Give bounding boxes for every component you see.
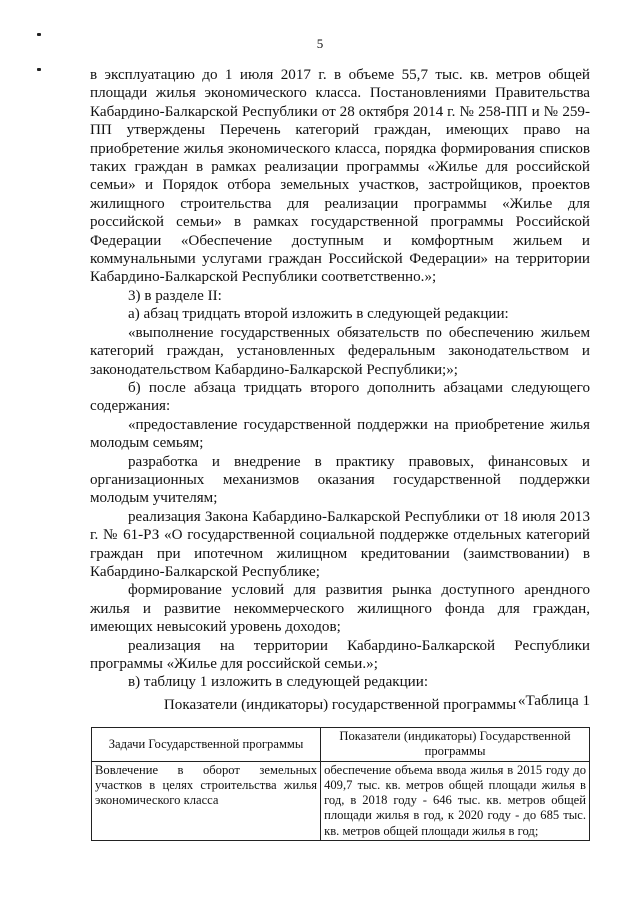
paragraph-quote-b5: реализация на территории Кабардино-Балкарской Республики программы «Жилье для российской семьи.»; [90,637,590,672]
paragraph-quote-b3: реализация Закона Кабардино-Балкарской Республики от 18 июля 2013 г. № 61-РЗ «О государственной социальной поддержке отдельных категорий граждан при ипотечном жилищном кредитовании (заимствовании) в Кабардино-Балкарской Республике; [90,508,590,580]
paragraph-item-v: в) таблицу 1 изложить в следующей редакции: [128,674,429,691]
paragraph-quote-b1: «предоставление государственной поддержки на приобретение жилья молодым семьям; [90,416,590,452]
table-label: «Таблица 1 [517,692,590,709]
table-header-tasks: Задачи Государственной программы [92,728,321,762]
indicators-table [91,727,590,841]
paragraph-continuation: в эксплуатацию до 1 июля 2017 г. в объеме 55,7 тыс. кв. метров общей площади жилья экономического класса. Постановлениями Правительства Кабардино-Балкарской Республики от 28 октября 2014 г. № 258-ПП и № 259-ПП утверждены Перечень категорий граждан, имеющих право на приобретение жилья экономического класса, порядка формирования списков таких граждан в рамках реализации программы «Жилье для российской семьи» и Порядок отбора земельных участков, застройщиков, проектов жилищного строительства для реализации программы «Жилье для российской семьи» в рамках государственной программы Российской Федерации «Обеспечение доступным и комфортным жильем и коммунальными услугами граждан Российской Федерации» на территории Кабардино-Балкарской Республики соответственно.»; [90,67,590,286]
paragraph-quote-b4: формирование условий для развития рынка доступного арендного жилья и развитие некоммерческого жилищного фонда для граждан, имеющих невысокий уровень доходов; [90,582,590,636]
scan-speck [37,68,41,71]
page-number: 5 [316,36,324,51]
paragraph-quote-b2: разработка и внедрение в практику правовых, финансовых и организационных механизмов оказания государственной поддержки молодым учителям; [90,453,590,507]
paragraph-item-b: б) после абзаца тридцать второго дополнить абзацами следующего содержания: [90,379,590,415]
table-title: Показатели (индикаторы) государственной программы [163,697,517,713]
paragraph-item-3: 3) в разделе II: [128,287,222,304]
scan-speck [37,33,41,36]
table-cell-task: Вовлечение в оборот земельных участков в целях строительства жилья экономического класса [92,761,321,840]
paragraph-quote-a: «выполнение государственных обязательств по обеспечению жильем категорий граждан, установленных федеральным законодательством и законодательством Кабардино-Балкарской Республики;»; [90,324,590,378]
page-bottom-edge [0,893,640,905]
document-body [90,66,590,710]
table-header-row [92,728,590,762]
table-cell-indicator: обеспечение объема ввода жилья в 2015 году до 409,7 тыс. кв. метров общей площади жилья в год, в 2018 году - 646 тыс. кв. метров общей площади жилья в год, к 2020 году - до 685 тыс. кв. метров общей площади жилья в год; [321,761,590,840]
table-header-indicators: Показатели (индикаторы) Государственной программы [321,728,590,762]
table-row [92,761,590,840]
paragraph-item-a: а) абзац тридцать второй изложить в следующей редакции: [128,306,509,323]
